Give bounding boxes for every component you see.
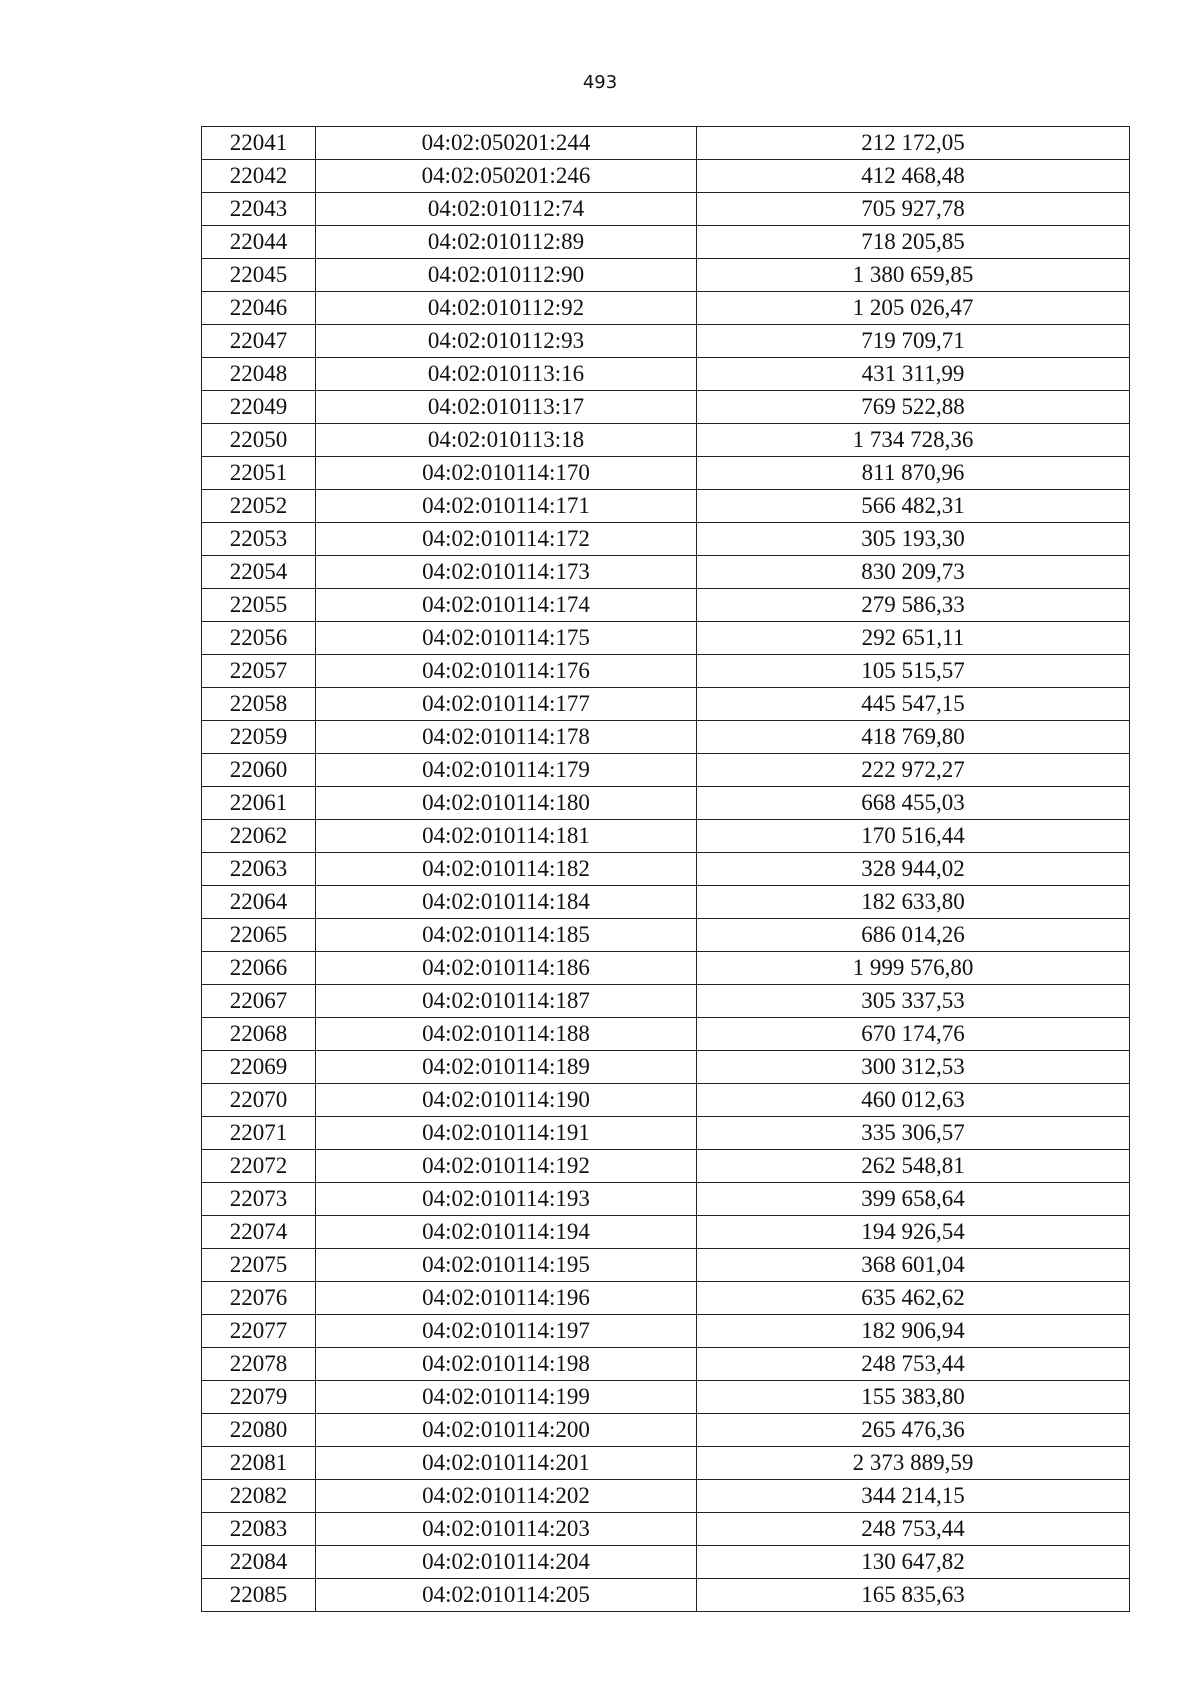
cadastral-value-cell: 248 753,44	[697, 1513, 1130, 1546]
cadastral-value-cell: 155 383,80	[697, 1381, 1130, 1414]
cadastral-number-cell: 04:02:010114:190	[316, 1084, 697, 1117]
row-number-cell: 22059	[202, 721, 316, 754]
table-row	[202, 1051, 1130, 1084]
table-row	[202, 820, 1130, 853]
row-number-cell: 22085	[202, 1579, 316, 1612]
table-row	[202, 1249, 1130, 1282]
cadastral-value-cell: 566 482,31	[697, 490, 1130, 523]
row-number-cell: 22060	[202, 754, 316, 787]
cadastral-number-cell: 04:02:010112:74	[316, 193, 697, 226]
cadastral-value-cell: 248 753,44	[697, 1348, 1130, 1381]
table-row	[202, 754, 1130, 787]
cadastral-number-cell: 04:02:010114:205	[316, 1579, 697, 1612]
row-number-cell: 22074	[202, 1216, 316, 1249]
table-row	[202, 985, 1130, 1018]
row-number-cell: 22070	[202, 1084, 316, 1117]
row-number-cell: 22061	[202, 787, 316, 820]
row-number-cell: 22080	[202, 1414, 316, 1447]
table-row	[202, 688, 1130, 721]
cadastral-value-cell: 292 651,11	[697, 622, 1130, 655]
row-number-cell: 22068	[202, 1018, 316, 1051]
cadastral-value-cell: 460 012,63	[697, 1084, 1130, 1117]
row-number-cell: 22084	[202, 1546, 316, 1579]
cadastral-number-cell: 04:02:010114:198	[316, 1348, 697, 1381]
table-row	[202, 127, 1130, 160]
cadastral-value-cell: 262 548,81	[697, 1150, 1130, 1183]
cadastral-value-cell: 1 734 728,36	[697, 424, 1130, 457]
table-row	[202, 1414, 1130, 1447]
cadastral-number-cell: 04:02:010114:186	[316, 952, 697, 985]
cadastral-value-cell: 668 455,03	[697, 787, 1130, 820]
cadastral-number-cell: 04:02:010114:185	[316, 919, 697, 952]
row-number-cell: 22079	[202, 1381, 316, 1414]
cadastral-value-table	[201, 126, 1130, 1612]
cadastral-number-cell: 04:02:010114:172	[316, 523, 697, 556]
table-row	[202, 391, 1130, 424]
cadastral-number-cell: 04:02:010114:177	[316, 688, 697, 721]
cadastral-value-cell: 368 601,04	[697, 1249, 1130, 1282]
cadastral-number-cell: 04:02:010114:189	[316, 1051, 697, 1084]
row-number-cell: 22048	[202, 358, 316, 391]
cadastral-value-cell: 412 468,48	[697, 160, 1130, 193]
cadastral-number-cell: 04:02:010112:92	[316, 292, 697, 325]
cadastral-number-cell: 04:02:010112:90	[316, 259, 697, 292]
page-number: 493	[582, 72, 618, 93]
row-number-cell: 22078	[202, 1348, 316, 1381]
cadastral-number-cell: 04:02:010114:202	[316, 1480, 697, 1513]
cadastral-number-cell: 04:02:010114:184	[316, 886, 697, 919]
table-row	[202, 787, 1130, 820]
table-row	[202, 1480, 1130, 1513]
cadastral-number-cell: 04:02:010114:201	[316, 1447, 697, 1480]
row-number-cell: 22077	[202, 1315, 316, 1348]
cadastral-number-cell: 04:02:010114:188	[316, 1018, 697, 1051]
cadastral-value-cell: 305 337,53	[697, 985, 1130, 1018]
row-number-cell: 22076	[202, 1282, 316, 1315]
cadastral-number-cell: 04:02:010114:179	[316, 754, 697, 787]
table-row	[202, 325, 1130, 358]
cadastral-number-cell: 04:02:010114:193	[316, 1183, 697, 1216]
table-row	[202, 160, 1130, 193]
table-row	[202, 1282, 1130, 1315]
cadastral-value-cell: 811 870,96	[697, 457, 1130, 490]
row-number-cell: 22066	[202, 952, 316, 985]
row-number-cell: 22082	[202, 1480, 316, 1513]
row-number-cell: 22072	[202, 1150, 316, 1183]
row-number-cell: 22051	[202, 457, 316, 490]
cadastral-number-cell: 04:02:010114:195	[316, 1249, 697, 1282]
cadastral-value-cell: 635 462,62	[697, 1282, 1130, 1315]
row-number-cell: 22043	[202, 193, 316, 226]
table-row	[202, 1546, 1130, 1579]
table-row	[202, 523, 1130, 556]
cadastral-number-cell: 04:02:010114:175	[316, 622, 697, 655]
row-number-cell: 22053	[202, 523, 316, 556]
cadastral-number-cell: 04:02:010114:192	[316, 1150, 697, 1183]
cadastral-value-cell: 719 709,71	[697, 325, 1130, 358]
cadastral-number-cell: 04:02:010114:170	[316, 457, 697, 490]
row-number-cell: 22049	[202, 391, 316, 424]
cadastral-number-cell: 04:02:010114:204	[316, 1546, 697, 1579]
cadastral-value-cell: 670 174,76	[697, 1018, 1130, 1051]
cadastral-value-cell: 718 205,85	[697, 226, 1130, 259]
table-row	[202, 622, 1130, 655]
table-row	[202, 1579, 1130, 1612]
cadastral-value-cell: 265 476,36	[697, 1414, 1130, 1447]
row-number-cell: 22052	[202, 490, 316, 523]
cadastral-value-cell: 300 312,53	[697, 1051, 1130, 1084]
cadastral-number-cell: 04:02:010114:194	[316, 1216, 697, 1249]
row-number-cell: 22058	[202, 688, 316, 721]
cadastral-number-cell: 04:02:010113:17	[316, 391, 697, 424]
table-row	[202, 424, 1130, 457]
cadastral-value-cell: 194 926,54	[697, 1216, 1130, 1249]
cadastral-value-cell: 445 547,15	[697, 688, 1130, 721]
table-row	[202, 1216, 1130, 1249]
cadastral-value-cell: 222 972,27	[697, 754, 1130, 787]
row-number-cell: 22081	[202, 1447, 316, 1480]
table-row	[202, 721, 1130, 754]
cadastral-value-cell: 182 633,80	[697, 886, 1130, 919]
table-row	[202, 1315, 1130, 1348]
cadastral-value-cell: 1 205 026,47	[697, 292, 1130, 325]
cadastral-number-cell: 04:02:010114:171	[316, 490, 697, 523]
table-row	[202, 853, 1130, 886]
cadastral-number-cell: 04:02:010112:93	[316, 325, 697, 358]
cadastral-value-cell: 335 306,57	[697, 1117, 1130, 1150]
table-row	[202, 886, 1130, 919]
cadastral-number-cell: 04:02:010114:199	[316, 1381, 697, 1414]
cadastral-value-cell: 170 516,44	[697, 820, 1130, 853]
cadastral-number-cell: 04:02:010114:200	[316, 1414, 697, 1447]
cadastral-number-cell: 04:02:010114:178	[316, 721, 697, 754]
cadastral-value-cell: 212 172,05	[697, 127, 1130, 160]
cadastral-number-cell: 04:02:010114:203	[316, 1513, 697, 1546]
table-row	[202, 1150, 1130, 1183]
table-row	[202, 490, 1130, 523]
cadastral-number-cell: 04:02:010114:191	[316, 1117, 697, 1150]
table-row	[202, 655, 1130, 688]
row-number-cell: 22042	[202, 160, 316, 193]
table-row	[202, 919, 1130, 952]
cadastral-value-cell: 830 209,73	[697, 556, 1130, 589]
table-row	[202, 589, 1130, 622]
table-row	[202, 358, 1130, 391]
cadastral-value-cell: 769 522,88	[697, 391, 1130, 424]
table-row	[202, 1381, 1130, 1414]
cadastral-number-cell: 04:02:010114:197	[316, 1315, 697, 1348]
cadastral-value-cell: 165 835,63	[697, 1579, 1130, 1612]
cadastral-value-cell: 399 658,64	[697, 1183, 1130, 1216]
cadastral-value-cell: 130 647,82	[697, 1546, 1130, 1579]
row-number-cell: 22067	[202, 985, 316, 1018]
row-number-cell: 22057	[202, 655, 316, 688]
cadastral-value-cell: 686 014,26	[697, 919, 1130, 952]
cadastral-value-cell: 1 999 576,80	[697, 952, 1130, 985]
table-row	[202, 1018, 1130, 1051]
table-row	[202, 226, 1130, 259]
cadastral-number-cell: 04:02:050201:244	[316, 127, 697, 160]
cadastral-value-cell: 344 214,15	[697, 1480, 1130, 1513]
cadastral-number-cell: 04:02:010114:181	[316, 820, 697, 853]
table-row	[202, 259, 1130, 292]
cadastral-number-cell: 04:02:010114:182	[316, 853, 697, 886]
table-row	[202, 1183, 1130, 1216]
row-number-cell: 22055	[202, 589, 316, 622]
row-number-cell: 22041	[202, 127, 316, 160]
cadastral-value-cell: 279 586,33	[697, 589, 1130, 622]
table-row	[202, 457, 1130, 490]
cadastral-number-cell: 04:02:050201:246	[316, 160, 697, 193]
row-number-cell: 22063	[202, 853, 316, 886]
row-number-cell: 22071	[202, 1117, 316, 1150]
row-number-cell: 22073	[202, 1183, 316, 1216]
cadastral-value-cell: 705 927,78	[697, 193, 1130, 226]
cadastral-value-cell: 105 515,57	[697, 655, 1130, 688]
row-number-cell: 22062	[202, 820, 316, 853]
table-row	[202, 1513, 1130, 1546]
cadastral-number-cell: 04:02:010113:18	[316, 424, 697, 457]
table-row	[202, 1348, 1130, 1381]
row-number-cell: 22050	[202, 424, 316, 457]
row-number-cell: 22047	[202, 325, 316, 358]
cadastral-number-cell: 04:02:010114:176	[316, 655, 697, 688]
cadastral-number-cell: 04:02:010113:16	[316, 358, 697, 391]
row-number-cell: 22075	[202, 1249, 316, 1282]
cadastral-number-cell: 04:02:010114:174	[316, 589, 697, 622]
table-row	[202, 556, 1130, 589]
table-row	[202, 193, 1130, 226]
row-number-cell: 22054	[202, 556, 316, 589]
cadastral-value-cell: 328 944,02	[697, 853, 1130, 886]
cadastral-value-cell: 2 373 889,59	[697, 1447, 1130, 1480]
cadastral-value-cell: 418 769,80	[697, 721, 1130, 754]
table-row	[202, 952, 1130, 985]
row-number-cell: 22064	[202, 886, 316, 919]
row-number-cell: 22065	[202, 919, 316, 952]
cadastral-number-cell: 04:02:010114:196	[316, 1282, 697, 1315]
cadastral-number-cell: 04:02:010114:187	[316, 985, 697, 1018]
cadastral-number-cell: 04:02:010112:89	[316, 226, 697, 259]
row-number-cell: 22056	[202, 622, 316, 655]
table-body	[202, 127, 1130, 1612]
row-number-cell: 22044	[202, 226, 316, 259]
table-row	[202, 1084, 1130, 1117]
cadastral-value-cell: 305 193,30	[697, 523, 1130, 556]
table-row	[202, 1117, 1130, 1150]
row-number-cell: 22083	[202, 1513, 316, 1546]
cadastral-value-cell: 431 311,99	[697, 358, 1130, 391]
cadastral-value-cell: 1 380 659,85	[697, 259, 1130, 292]
cadastral-number-cell: 04:02:010114:180	[316, 787, 697, 820]
cadastral-value-cell: 182 906,94	[697, 1315, 1130, 1348]
table-row	[202, 292, 1130, 325]
row-number-cell: 22045	[202, 259, 316, 292]
cadastral-number-cell: 04:02:010114:173	[316, 556, 697, 589]
row-number-cell: 22046	[202, 292, 316, 325]
table-row	[202, 1447, 1130, 1480]
row-number-cell: 22069	[202, 1051, 316, 1084]
